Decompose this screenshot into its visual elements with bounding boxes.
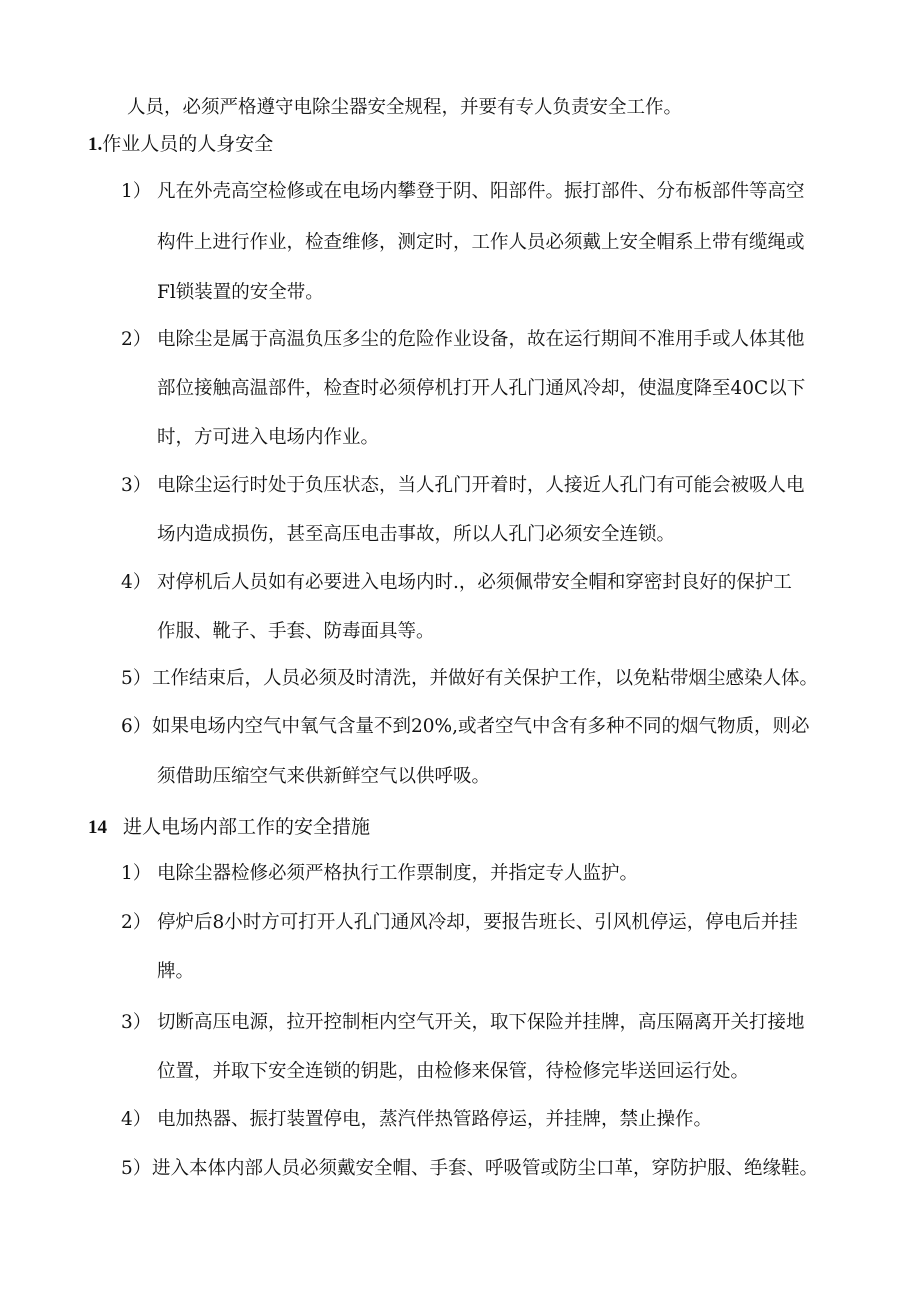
list-item-text: 须借助压缩空气来供新鲜空气以供呼吸。 bbox=[157, 766, 491, 787]
list-item-text: 停炉后8小时方可打开人孔门通风冷却，要报告班长、引风机停运，停电后并挂 bbox=[157, 912, 798, 933]
list-item-text: 电除尘是属于高温负压多尘的危险作业设备，故在运行期间不准用手或人体其他 bbox=[157, 329, 805, 350]
list-item-marker: 3） bbox=[121, 475, 152, 496]
section-2-number: 14 bbox=[88, 817, 107, 838]
list-item-text: 电加热器、振打装置停电，蒸汽伴热管路停运，并挂牌，禁止操作。 bbox=[157, 1109, 713, 1130]
list-item-text: 电除尘器检修必须严格执行工作票制度，并指定专人监护。 bbox=[157, 863, 639, 884]
list-item-marker: 5） bbox=[121, 1158, 152, 1179]
list-item-text: 凡在外壳高空检修或在电场内攀登于阴、阳部件。振打部件、分布板部件等高空 bbox=[157, 181, 805, 202]
list-item-text: 构件上进行作业，检查维修，测定时，工作人员必须戴上安全帽系上带有缆绳或 bbox=[157, 232, 805, 253]
list-item-text: 进入本体内部人员必须戴安全帽、手套、呼吸管或防尘口革，穿防护服、绝缘鞋。 bbox=[152, 1158, 819, 1179]
list-item-text: 牌。 bbox=[157, 961, 195, 982]
list-item-marker: 1） bbox=[121, 863, 152, 884]
list-item-marker: 1） bbox=[121, 181, 152, 202]
list-item-text: 电除尘运行时处于负压状态，当人孔门开着时，人接近人孔门有可能会被吸人电 bbox=[157, 475, 805, 496]
list-item-text: 工作结束后，人员必须及时清洗，并做好有关保护工作，以免粘带烟尘感染人体。 bbox=[152, 668, 819, 689]
list-item-text: 切断高压电源，拉开控制柜内空气开关，取下保险并挂牌，高压隔离开关打接地 bbox=[157, 1012, 805, 1033]
list-item-marker: 5） bbox=[121, 668, 152, 689]
section-1-heading bbox=[88, 132, 273, 157]
list-item-text: 场内造成损伤，甚至高压电击事故，所以人孔门必须安全连锁。 bbox=[157, 524, 676, 545]
list-item-text: 时，方可进入电场内作业。 bbox=[157, 427, 380, 448]
list-item-marker: 2） bbox=[121, 329, 152, 350]
section-2-heading bbox=[88, 815, 370, 840]
list-item-text: 作服、靴子、手套、防毒面具等。 bbox=[157, 621, 435, 642]
list-item-text: 对停机后人员如有必要进入电场内时.，必须佩带安全帽和穿密封良好的保护工 bbox=[157, 572, 792, 593]
list-item-text: Fl锁装置的安全带。 bbox=[157, 282, 324, 303]
list-item-marker: 4） bbox=[121, 1109, 152, 1130]
list-item-marker: 2） bbox=[121, 912, 152, 933]
section-2-title: 进人电场内部工作的安全措施 bbox=[123, 816, 371, 838]
list-item-marker: 6） bbox=[121, 716, 152, 737]
list-item-text: 部位接触高温部件，检查时必须停机打开人孔门通风冷却，使温度降至40C以下 bbox=[157, 378, 806, 399]
section-1-title: 作业人员的人身安全 bbox=[102, 133, 274, 155]
list-item-text: 如果电场内空气中氧气含量不到20%,或者空气中含有多种不同的烟气物质，则必 bbox=[152, 716, 810, 737]
intro-paragraph: 人员，必须严格遵守电除尘器安全规程，并要有专人负责安全工作。 bbox=[127, 97, 683, 118]
list-item-marker: 4） bbox=[121, 572, 152, 593]
list-item-text: 位置，并取下安全连锁的钥匙，由检修来保管，待检修完毕送回运行处。 bbox=[157, 1061, 750, 1082]
section-1-number: 1. bbox=[88, 134, 103, 155]
list-item-marker: 3） bbox=[121, 1012, 152, 1033]
